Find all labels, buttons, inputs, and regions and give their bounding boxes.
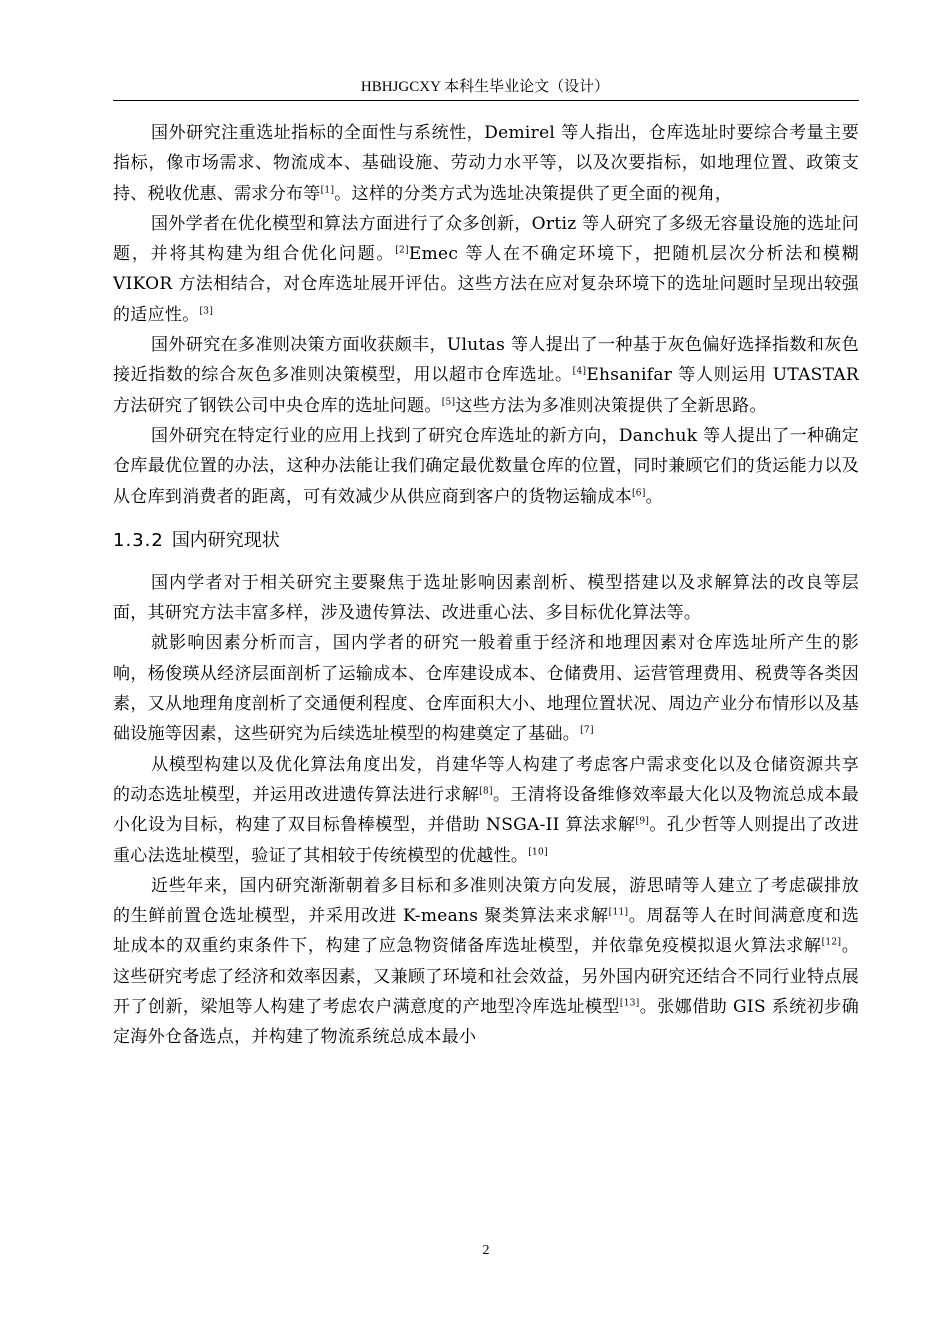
page-number: 2 xyxy=(482,1243,490,1258)
section-title: 国内研究现状 xyxy=(171,529,280,551)
paragraph xyxy=(113,330,859,421)
domestic-research-section xyxy=(113,568,859,1053)
paragraph xyxy=(113,118,859,209)
citation-ref: [5] xyxy=(441,397,456,408)
paragraph-text: 。王清将设备维修效率最大化以及物流总成本最小化设为目标，构建了双目标鲁棒模型，并借助 NSGA-II 算法求解 xyxy=(113,784,859,836)
section-number: 1.3.2 xyxy=(113,529,164,551)
citation-ref: [2] xyxy=(395,245,409,256)
citation-ref: [7] xyxy=(580,725,594,736)
page-header: HBHJGCXY 本科生毕业论文（设计） xyxy=(360,79,610,95)
paragraph-text: 。这些研究考虑了经济和效率因素，又兼顾了环境和社会效益，另外国内研究还结合不同行业特点展开了创新，梁旭等人构建了考虑农户满意度的产地型冷库选址模型 xyxy=(113,936,859,1018)
paragraph-text: 从模型构建以及优化算法角度出发，肖建华等人构建了考虑客户需求变化以及仓储资源共享的动态选址模型，并运用改进遗传算法进行求解 xyxy=(113,754,859,805)
paragraph-text: 国外研究注重选址指标的全面性与系统性，Demirel 等人指出，仓库选址时要综合考量主要指标，像市场需求、物流成本、基础设施、劳动力水平等，以及次要指标，如地理位置、政策支持、税收优惠、需求分布等 xyxy=(113,123,859,204)
body-content xyxy=(113,118,859,1053)
paragraph-text: 国外研究在特定行业的应用上找到了研究仓库选址的新方向，Danchuk 等人提出了一种确定仓库最优位置的办法，这种办法能让我们确定最优数量仓库的位置，同时兼顾它们的货运能力以及从仓库到消费者的距离，可有效减少从供应商到客户的货物运输成本 xyxy=(113,425,859,507)
paragraph-text: 。这样的分类方式为选址决策提供了更全面的视角， xyxy=(334,183,733,204)
paragraph-text: 。张娜借助 GIS 系统初步确定海外仓备选点，并构建了物流系统总成本最小 xyxy=(113,997,859,1048)
paragraph xyxy=(113,871,859,1053)
citation-ref: [12] xyxy=(821,937,842,948)
citation-ref: [3] xyxy=(199,306,214,317)
paragraph-text: 就影响因素分析而言，国内学者的研究一般着重于经济和地理因素对仓库选址所产生的影响，杨俊瑛从经济层面剖析了运输成本、仓库建设成本、仓储费用、运营管理费用、税费等各类因素，又从地理角度剖析了交通便利程度、仓库面积大小、地理位置状况、周边产业分布情形以及基础设施等因素，这些研究为后续选址模型的构建奠定了基础。 xyxy=(113,633,859,745)
paragraph-text: 国外研究在多准则决策方面收获颇丰，Ulutas 等人提出了一种基于灰色偏好选择指数和灰色接近指数的综合灰色多准则决策模型，用以超市仓库选址。 xyxy=(113,335,859,386)
citation-ref: [10] xyxy=(528,846,548,857)
citation-ref: [1] xyxy=(320,184,335,195)
citation-ref: [11] xyxy=(608,907,629,918)
paragraph-text: Ehsanifar 等人则运用 UTASTAR 方法研究了钢铁公司中央仓库的选址问题。 xyxy=(113,365,859,416)
paragraph-text: 国外学者在优化模型和算法方面进行了众多创新，Ortiz 等人研究了多级无容量设施的选址问题，并将其构建为组合优化问题。 xyxy=(113,213,859,265)
paragraph-text: 。孔少哲等人则提出了改进重心法选址模型，验证了其相较于传统模型的优越性。 xyxy=(113,815,859,866)
header-rule xyxy=(113,100,859,101)
citation-ref: [9] xyxy=(635,816,650,827)
paragraph-text: 近些年来，国内研究渐渐朝着多目标和多准则决策方向发展，游思晴等人建立了考虑碳排放的生鲜前置仓选址模型，并采用改进 K-means 聚类算法来求解 xyxy=(113,875,859,927)
paragraph-text: 。 xyxy=(645,486,663,507)
section-heading xyxy=(113,526,859,556)
citation-ref: [13] xyxy=(619,998,640,1009)
paragraph-text: 国内学者对于相关研究主要聚焦于选址影响因素剖析、模型搭建以及求解算法的改良等层面，其研究方法丰富多样，涉及遗传算法、改进重心法、多目标优化算法等。 xyxy=(113,572,859,624)
paragraph-text: 。周磊等人在时间满意度和选址成本的双重约束条件下，构建了应急物资储备库选址模型，并依靠免疫模拟退火算法求解 xyxy=(113,906,859,957)
paragraph xyxy=(113,628,859,749)
paragraph xyxy=(113,209,859,330)
paragraph xyxy=(113,421,859,512)
paragraph xyxy=(113,568,859,629)
citation-ref: [6] xyxy=(632,487,646,498)
paragraph xyxy=(113,750,859,871)
citation-ref: [8] xyxy=(479,786,493,797)
foreign-research-section xyxy=(113,118,859,512)
paragraph-text: Emec 等人在不确定环境下，把随机层次分析法和模糊 VIKOR 方法相结合，对仓库选址展开评估。这些方法在应对复杂环境下的选址问题时呈现出较强的适应性。 xyxy=(113,244,859,325)
citation-ref: [4] xyxy=(572,366,587,377)
paragraph-text: 这些方法为多准则决策提供了全新思路。 xyxy=(455,395,767,416)
